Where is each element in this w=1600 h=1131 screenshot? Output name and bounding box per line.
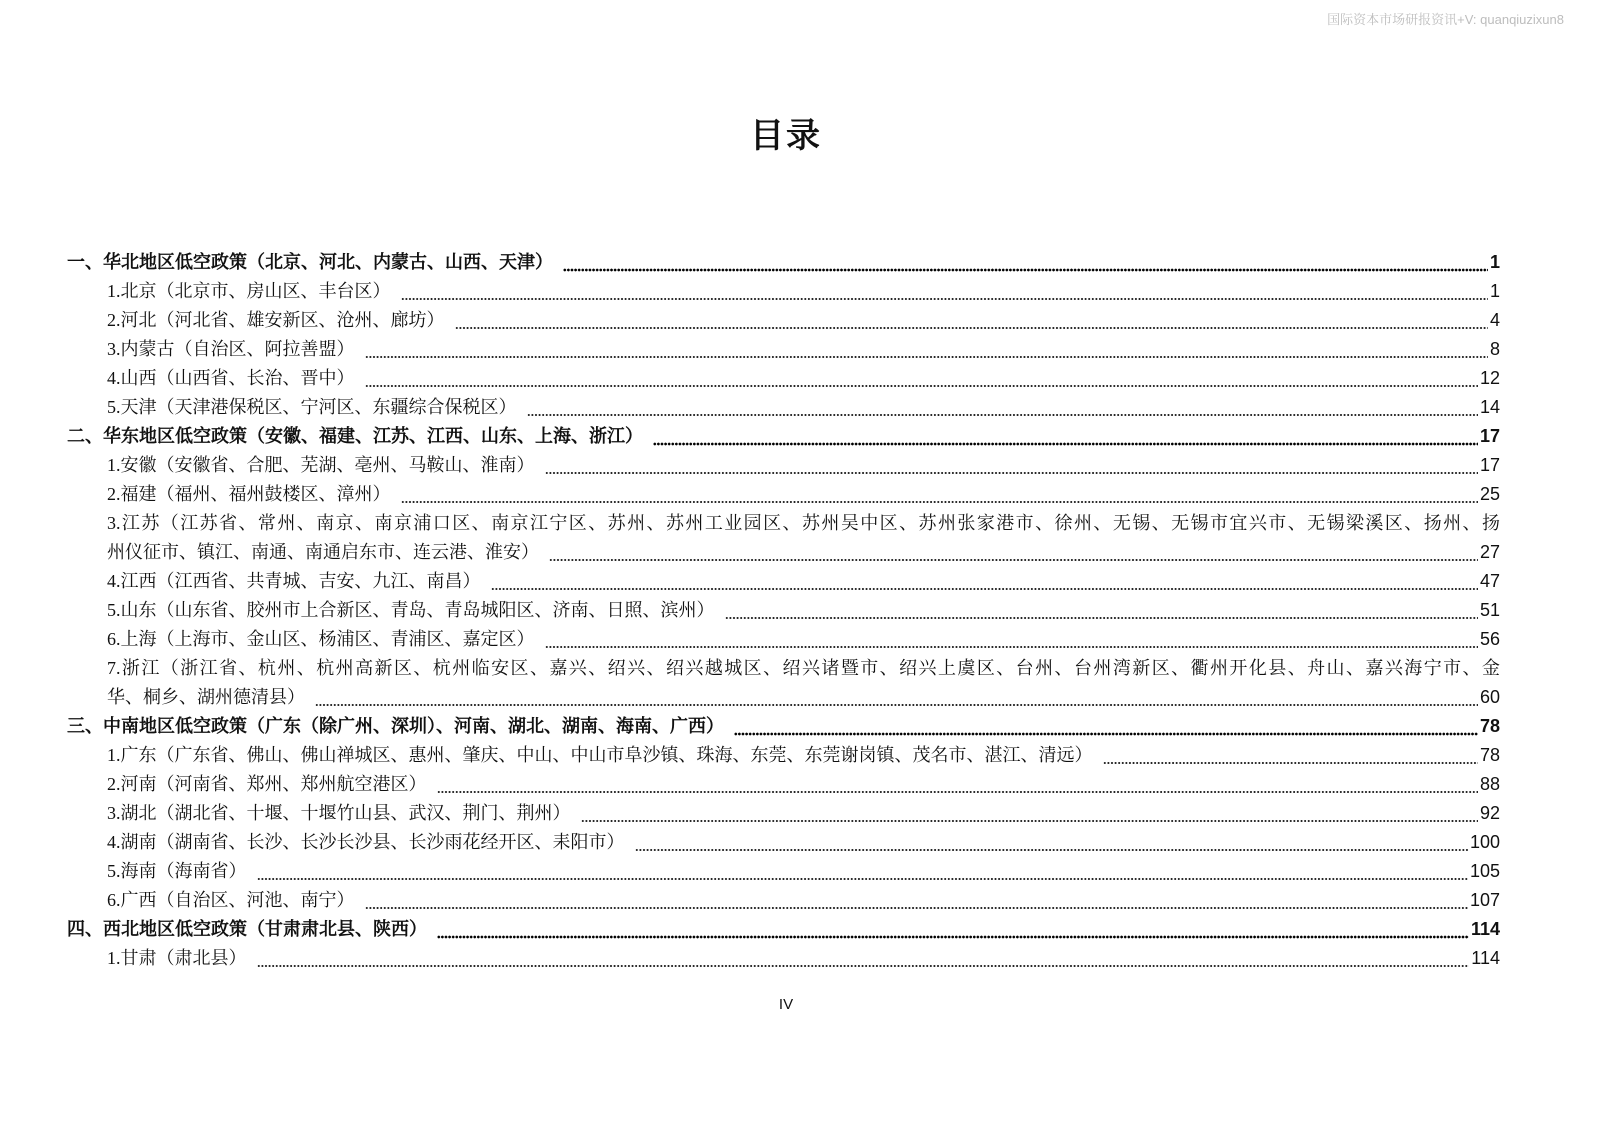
toc-entry-line	[67, 654, 1500, 683]
toc-entry-title: 3.湖北（湖北省、十堰、十堰竹山县、武汉、荆门、荆州）	[107, 803, 571, 823]
page-title: 目录	[750, 118, 822, 155]
toc-entry-title: 2.河南（河南省、郑州、郑州航空港区）	[107, 774, 427, 794]
toc-page-number: 14	[1479, 397, 1500, 417]
dot-leader	[257, 944, 1470, 973]
toc-entry-line	[67, 596, 1500, 625]
dot-leader	[491, 567, 1478, 596]
page-number: IV	[778, 996, 794, 1013]
toc-entry-title: 4.江西（江西省、共青城、吉安、九江、南昌）	[107, 571, 481, 591]
dot-leader	[545, 625, 1478, 654]
toc-entry-title: 2.河北（河北省、雄安新区、沧州、廊坊）	[107, 310, 445, 330]
toc-entry-line	[67, 277, 1500, 306]
dot-leader	[257, 857, 1468, 886]
toc-subsection-entry[interactable]	[67, 335, 1500, 364]
toc-page-number: 100	[1469, 832, 1500, 852]
toc-page-number: 27	[1479, 542, 1500, 562]
toc-entry-line	[67, 799, 1500, 828]
toc-entry-line	[67, 625, 1500, 654]
toc-entry-line	[67, 915, 1500, 944]
toc-entry-title: 华、桐乡、湖州德清县）	[107, 687, 305, 707]
toc-subsection-entry[interactable]	[67, 364, 1500, 393]
dot-leader	[527, 393, 1478, 422]
toc-page-number: 17	[1479, 426, 1500, 446]
toc-entry-title: 6.上海（上海市、金山区、杨浦区、青浦区、嘉定区）	[107, 629, 535, 649]
toc-subsection-entry[interactable]	[67, 944, 1500, 973]
toc-subsection-entry[interactable]	[67, 306, 1500, 335]
toc-entry-title: 3.内蒙古（自治区、阿拉善盟）	[107, 339, 355, 359]
toc-page-number: 4	[1489, 310, 1500, 330]
toc-entry-line	[67, 306, 1500, 335]
dot-leader	[1103, 741, 1478, 770]
toc-entry-title: 5.山东（山东省、胶州市上合新区、青岛、青岛城阳区、济南、日照、滨州）	[107, 600, 715, 620]
toc-subsection-entry[interactable]	[67, 799, 1500, 828]
toc-subsection-entry[interactable]	[67, 393, 1500, 422]
toc-subsection-entry[interactable]	[67, 770, 1500, 799]
dot-leader	[315, 683, 1478, 712]
toc-page-number: 60	[1479, 687, 1500, 707]
toc-entry-line	[67, 364, 1500, 393]
toc-page-number: 88	[1479, 774, 1500, 794]
toc-subsection-entry[interactable]	[67, 654, 1500, 712]
dot-leader	[545, 451, 1478, 480]
toc-page-number: 17	[1479, 455, 1500, 475]
toc-entry-title: 5.海南（海南省）	[107, 861, 247, 881]
dot-leader	[581, 799, 1478, 828]
toc-entry-line	[67, 683, 1500, 712]
toc-page-number: 1	[1489, 252, 1500, 272]
dot-leader	[635, 828, 1468, 857]
toc-entry-title: 一、华北地区低空政策（北京、河北、内蒙古、山西、天津）	[67, 252, 553, 272]
toc-page-number: 25	[1479, 484, 1500, 504]
dot-leader	[365, 886, 1468, 915]
toc-entry-line	[67, 480, 1500, 509]
toc-entry-line	[67, 828, 1500, 857]
toc-entry-title: 1.广东（广东省、佛山、佛山禅城区、惠州、肇庆、中山、中山市阜沙镇、珠海、东莞、东莞谢岗镇、茂名市、湛江、清远）	[107, 745, 1093, 765]
dot-leader	[455, 306, 1488, 335]
toc-entry-title: 4.湖南（湖南省、长沙、长沙长沙县、长沙雨花经开区、耒阳市）	[107, 832, 625, 852]
toc-entry-line	[67, 451, 1500, 480]
toc-entry-title: 2.福建（福州、福州鼓楼区、漳州）	[107, 484, 391, 504]
toc-entry-line	[67, 741, 1500, 770]
dot-leader	[437, 770, 1478, 799]
toc-section-entry[interactable]	[67, 248, 1500, 277]
toc-page-number: 114	[1470, 919, 1500, 939]
toc-entry-line	[67, 712, 1500, 741]
toc-entry-title: 二、华东地区低空政策（安徽、福建、江苏、江西、山东、上海、浙江）	[67, 426, 643, 446]
toc-entry-title: 三、中南地区低空政策（广东（除广州、深圳）、河南、湖北、湖南、海南、广西）	[67, 716, 724, 736]
toc-page-number: 1	[1489, 281, 1500, 301]
toc-page-number: 107	[1469, 890, 1500, 910]
dot-leader	[653, 422, 1478, 451]
toc-entry-title: 四、西北地区低空政策（甘肃肃北县、陕西）	[67, 919, 427, 939]
dot-leader	[437, 915, 1469, 944]
toc-entry-line	[67, 944, 1500, 973]
toc-page-number: 12	[1479, 368, 1500, 388]
toc-entry-title: 6.广西（自治区、河池、南宁）	[107, 890, 355, 910]
toc-subsection-entry[interactable]	[67, 451, 1500, 480]
toc-entry-line	[67, 567, 1500, 596]
toc-entry-title: 1.甘肃（肃北县）	[107, 948, 247, 968]
dot-leader	[401, 480, 1478, 509]
toc-page-number: 78	[1479, 716, 1500, 736]
toc-page-number: 105	[1469, 861, 1500, 881]
toc-page-number: 51	[1479, 600, 1500, 620]
toc-subsection-entry[interactable]	[67, 886, 1500, 915]
toc-entry-line	[67, 509, 1500, 538]
toc-entry-line	[67, 248, 1500, 277]
watermark: 国际资本市场研报资讯+V: quanqiuzixun8	[1327, 12, 1564, 27]
toc-subsection-entry[interactable]	[67, 828, 1500, 857]
toc-page-number: 47	[1479, 571, 1500, 591]
toc-entry-line	[67, 857, 1500, 886]
toc-page-number: 114	[1471, 948, 1500, 968]
dot-leader	[365, 335, 1488, 364]
dot-leader	[401, 277, 1488, 306]
toc-page-number: 8	[1489, 339, 1500, 359]
toc-entry-line	[67, 335, 1500, 364]
toc-subsection-entry[interactable]	[67, 567, 1500, 596]
toc-entry-line	[67, 393, 1500, 422]
toc-page-number: 56	[1479, 629, 1500, 649]
toc-page-number: 92	[1479, 803, 1500, 823]
toc-entry-title: 3.江苏（江苏省、常州、南京、南京浦口区、南京江宁区、苏州、苏州工业园区、苏州吴中区、苏州张家港市、徐州、无锡、无锡市宜兴市、无锡梁溪区、扬州、扬	[107, 513, 1500, 533]
toc-entry-title: 7.浙江（浙江省、杭州、杭州高新区、杭州临安区、嘉兴、绍兴、绍兴越城区、绍兴诸暨市、绍兴上虞区、台州、台州湾新区、衢州开化县、舟山、嘉兴海宁市、金	[107, 658, 1500, 678]
toc-entry-title: 1.北京（北京市、房山区、丰台区）	[107, 281, 391, 301]
toc-entry-line	[67, 538, 1500, 567]
toc-subsection-entry[interactable]	[67, 277, 1500, 306]
toc-section-entry[interactable]	[67, 422, 1500, 451]
toc-entry-line	[67, 422, 1500, 451]
toc-page-number: 78	[1479, 745, 1500, 765]
toc-entry-title: 5.天津（天津港保税区、宁河区、东疆综合保税区）	[107, 397, 517, 417]
table-of-contents	[67, 248, 1500, 973]
dot-leader	[549, 538, 1478, 567]
toc-entry-title: 州仪征市、镇江、南通、南通启东市、连云港、淮安）	[107, 542, 539, 562]
toc-subsection-entry[interactable]	[67, 509, 1500, 567]
dot-leader	[563, 248, 1488, 277]
toc-subsection-entry[interactable]	[67, 596, 1500, 625]
toc-entry-title: 1.安徽（安徽省、合肥、芜湖、亳州、马鞍山、淮南）	[107, 455, 535, 475]
dot-leader	[725, 596, 1478, 625]
dot-leader	[734, 712, 1478, 741]
toc-entry-line	[67, 886, 1500, 915]
toc-entry-line	[67, 770, 1500, 799]
toc-entry-title: 4.山西（山西省、长治、晋中）	[107, 368, 355, 388]
toc-subsection-entry[interactable]	[67, 625, 1500, 654]
toc-subsection-entry[interactable]	[67, 741, 1500, 770]
toc-subsection-entry[interactable]	[67, 480, 1500, 509]
toc-section-entry[interactable]	[67, 915, 1500, 944]
toc-subsection-entry[interactable]	[67, 857, 1500, 886]
toc-section-entry[interactable]	[67, 712, 1500, 741]
dot-leader	[365, 364, 1478, 393]
